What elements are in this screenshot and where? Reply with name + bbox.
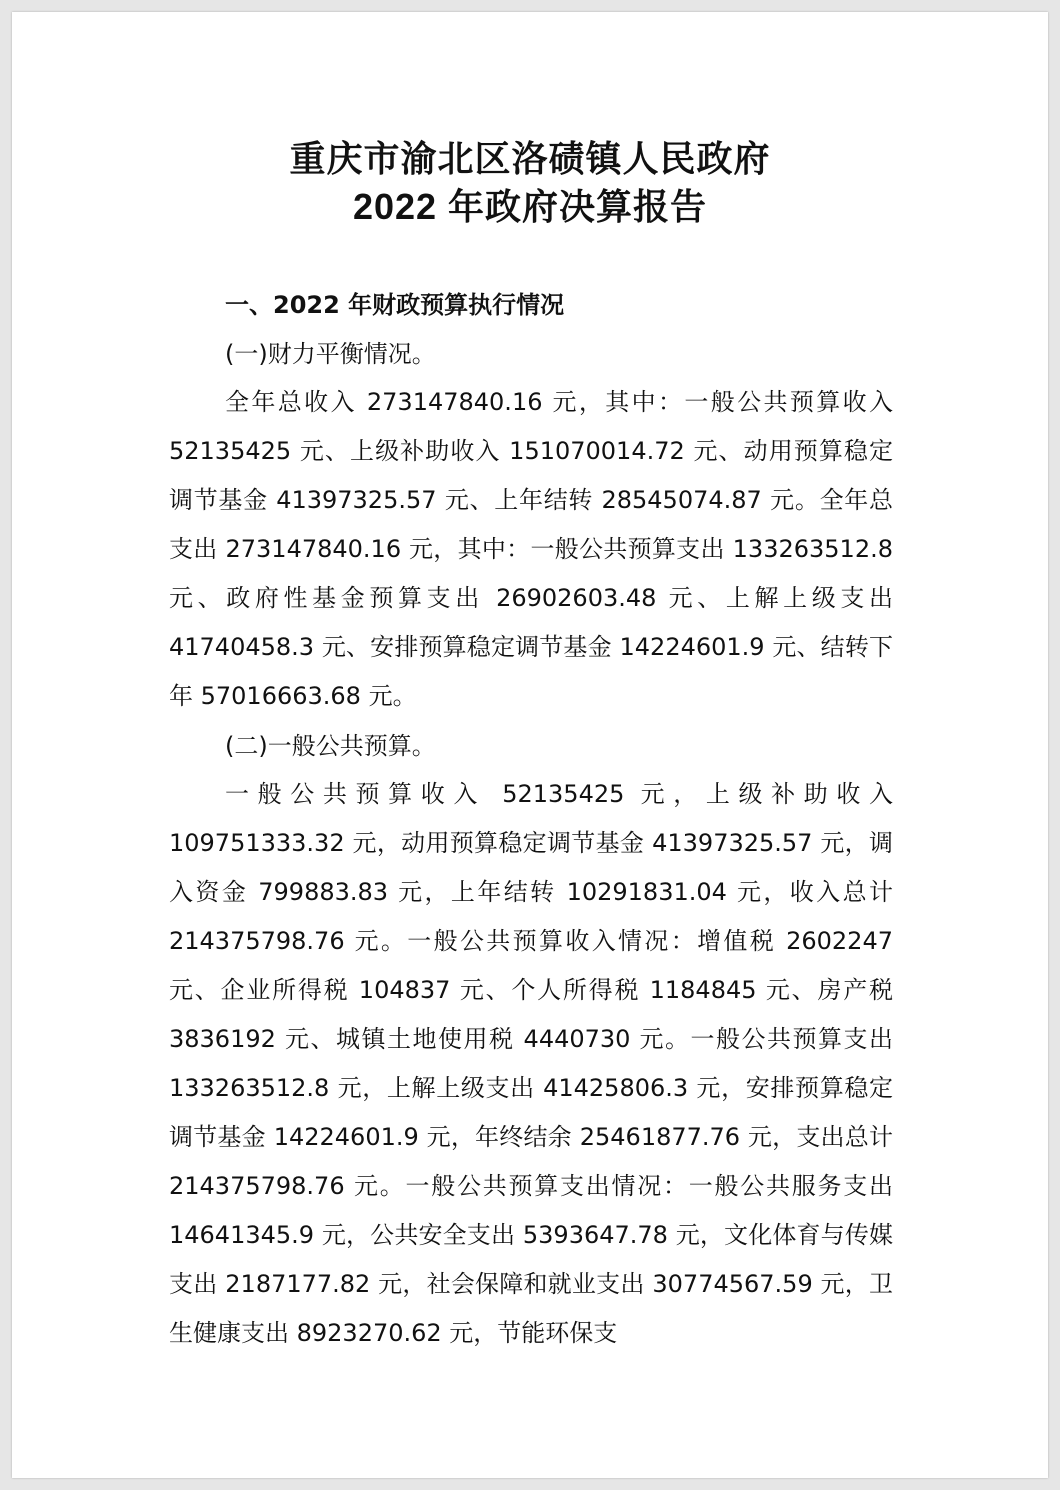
document-subtitle: 2022 年政府决算报告 [352, 186, 708, 227]
paragraph-general-budget: 一般公共预算收入 52135425 元，上级补助收入 109751333.32 元，动用预算稳定调节基金 41397325.57 元，调入资金 799883.83 元，上年结转 10291831.04 元，收入总计 214375798.76 元。一般公共预算收入情况：增值税 2602247 元、企业所得税 104837 元、个人所得税 1184845 元、房产税 3836192 元、城镇土地使用税 4440730 元。一般公共预算支出 133263512.8 元，上解上级支出 41425806.3 元，安排预算稳定调节基金 14224601.9 元，年终结余 25461877.76 元，支出总计 214375798.76 元。一般公共预算支出情况：一般公共服务支出 14641345.9 元，公共安全支出 5393647.78 元，文化体育与传媒支出 2187177.82 元，社会保障和就业支出 30774567.59 元，卫生健康支出 8923270.62 元，节能环保支 [169, 780, 893, 1347]
document-title: 重庆市渝北区洛碛镇人民政府 [289, 138, 771, 180]
section-heading: 一、2022 年财政预算执行情况 [225, 291, 565, 319]
paragraph-balance: 全年总收入 273147840.16 元，其中：一般公共预算收入 52135425 元、上级补助收入 151070014.72 元、动用预算稳定调节基金 41397325.57 元、上年结转 28545074.87 元。全年总支出 273147840.16 元，其中：一般公共预算支出 133263512.8 元、政府性基金预算支出 26902603.48 元、上解上级支出 41740458.3 元、安排预算稳定调节基金 14224601.9 元、结转下年 57016663.68 元。 [169, 388, 893, 710]
subsection-heading-balance: (一)财力平衡情况。 [225, 340, 436, 368]
subsection-heading-general-budget: (二)一般公共预算。 [225, 732, 436, 760]
document-page [12, 12, 1048, 1478]
